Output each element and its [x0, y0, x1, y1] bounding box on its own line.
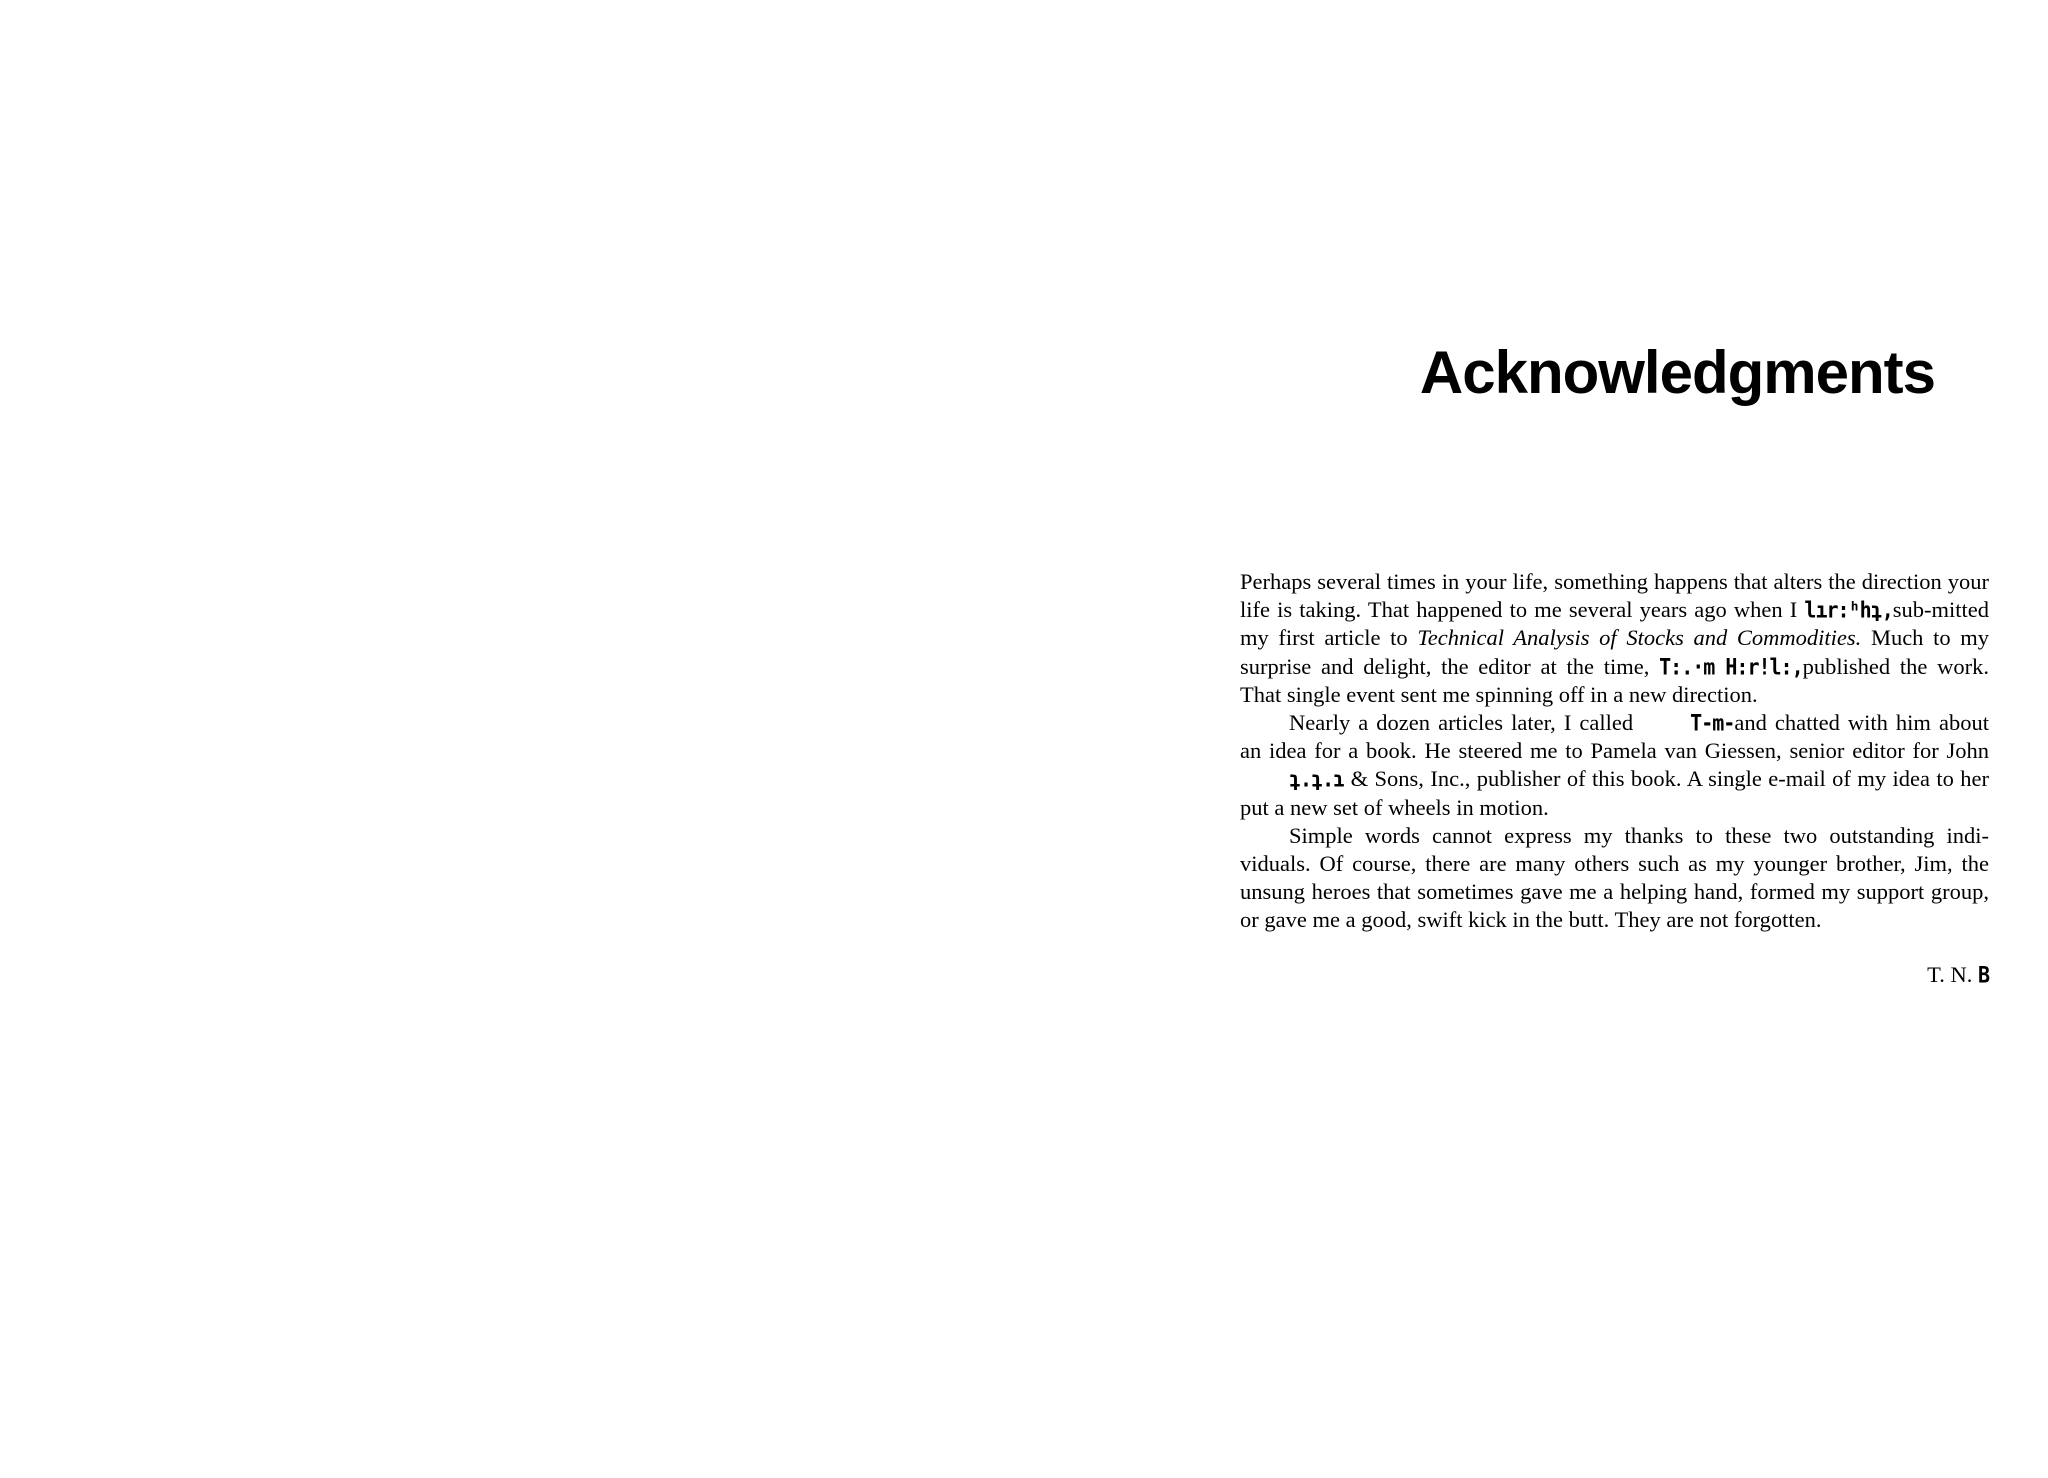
garbled-name-1: lır:ʰhʇ,	[1804, 596, 1893, 624]
journal-title: Technical Analysis of Stocks and Commodities.	[1417, 625, 1862, 651]
paragraph-1-part-3: Much to my surprise and delight, the editor at the time,	[1240, 625, 1990, 679]
paragraph-1-part-2: sub-mitted my first article to	[1240, 597, 1989, 651]
author-signature	[1240, 962, 1989, 988]
garbled-name-3: T-m-	[1690, 709, 1735, 737]
signature-initial: B	[1977, 961, 1989, 989]
garbled-name-4: ʇ.ʇ.ɿ	[1289, 766, 1345, 793]
paragraph-2-part-2: and chatted with him about an idea for a book. He steered me to Pamela van Giessen, senior editor for John	[1240, 710, 1989, 764]
garbled-name-2: T:.·m H:r!l:,	[1659, 653, 1803, 680]
paragraph-1	[1240, 568, 1989, 709]
paragraph-2-part-1: Nearly a dozen articles later, I called	[1289, 710, 1642, 736]
right-page	[1240, 0, 2000, 1478]
paragraph-2-part-3: & Sons, Inc., publisher of this book. A single e-mail of my idea to her put a new set of wheels in motion.	[1240, 766, 1989, 820]
paragraph-1-part-1: Perhaps several times in your life, something happens that alters the direction your life is taking. That happened to me several years ago when I	[1240, 569, 1989, 623]
acknowledgments-body	[1240, 568, 1989, 935]
signature-text: T. N.	[1927, 962, 1978, 987]
paragraph-2	[1240, 709, 1989, 822]
paragraph-3: Simple words cannot express my thanks to these two outstanding indi-viduals. Of course, there are many others such as my younger brother, Jim, the unsung heroes that sometimes gave me a helping hand, formed my support group, or gave me a good, swift kick in the butt. They are not forgotten.	[1240, 822, 1989, 933]
paragraph-1-part-4: published the work. That single event sent me spinning off in a new direction.	[1240, 653, 1989, 707]
page-title: Acknowledgments	[1419, 339, 1935, 406]
